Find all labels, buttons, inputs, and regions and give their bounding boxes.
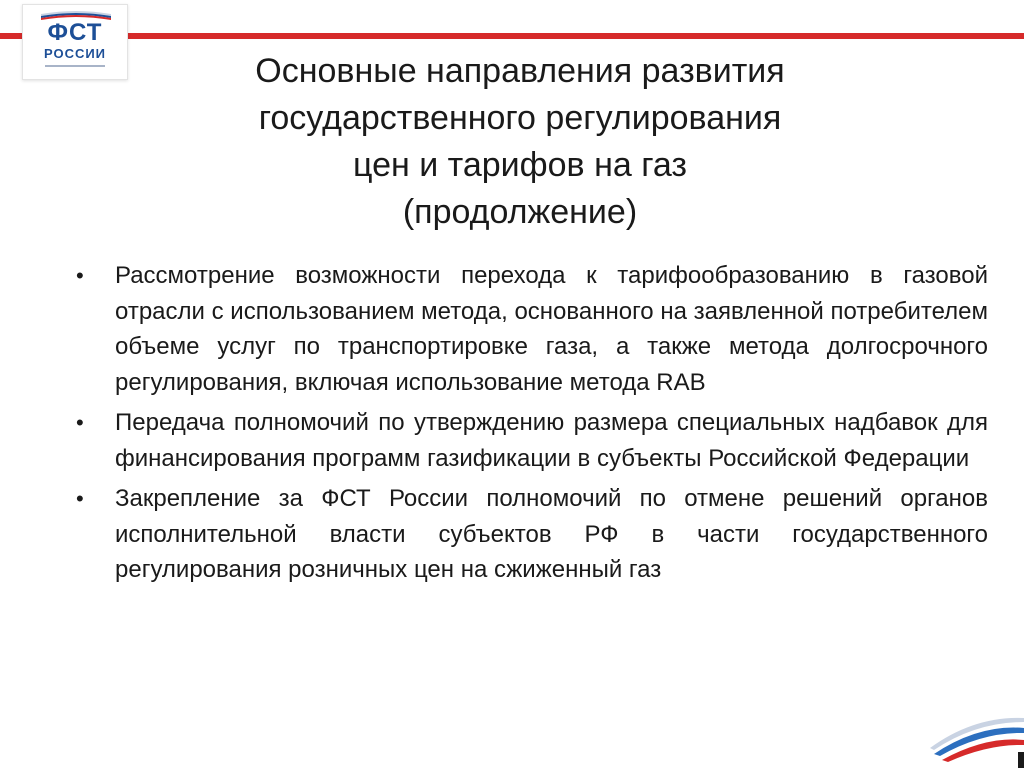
bullet-dot-icon: • [76,263,84,288]
title-line: (продолжение) [402,193,638,231]
logo-fine-print [45,65,105,67]
fst-russia-logo [22,4,128,80]
bullet-text: Передача полномочий по утверждению размера специальных надбавок для финансирования программ газификации в субъекты Российской Федерации [115,409,988,472]
bullet-text: Рассмотрение возможности перехода к тарифообразованию в газовой отрасли с использованием метода, основанного на заявленной потребителем объеме услуг по транспортировке газа, а также метода долгосрочного регулирования, включая использование метода RAB [115,262,988,396]
corner-swoosh-decoration [924,708,1024,768]
bullet-dot-icon: • [76,486,84,511]
slide-title [150,48,890,236]
title-line: Основные направления развития [255,52,785,90]
bullet-text: Закрепление за ФСТ России полномочий по отмене решений органов исполнительной власти субъектов РФ в части государственного регулирования розничных цен на сжиженный газ [115,485,988,583]
header-accent-bar [0,33,1024,39]
bullet-item [70,258,988,400]
title-line: цен и тарифов на газ [353,146,687,184]
logo-acronym: ФСТ [47,19,103,46]
bullet-dot-icon: • [76,410,84,435]
logo-country: РОССИИ [43,46,107,61]
bullet-list [70,258,988,593]
bullet-item [70,481,988,588]
title-line: государственного регулирования [258,99,782,137]
bullet-item [70,405,988,476]
